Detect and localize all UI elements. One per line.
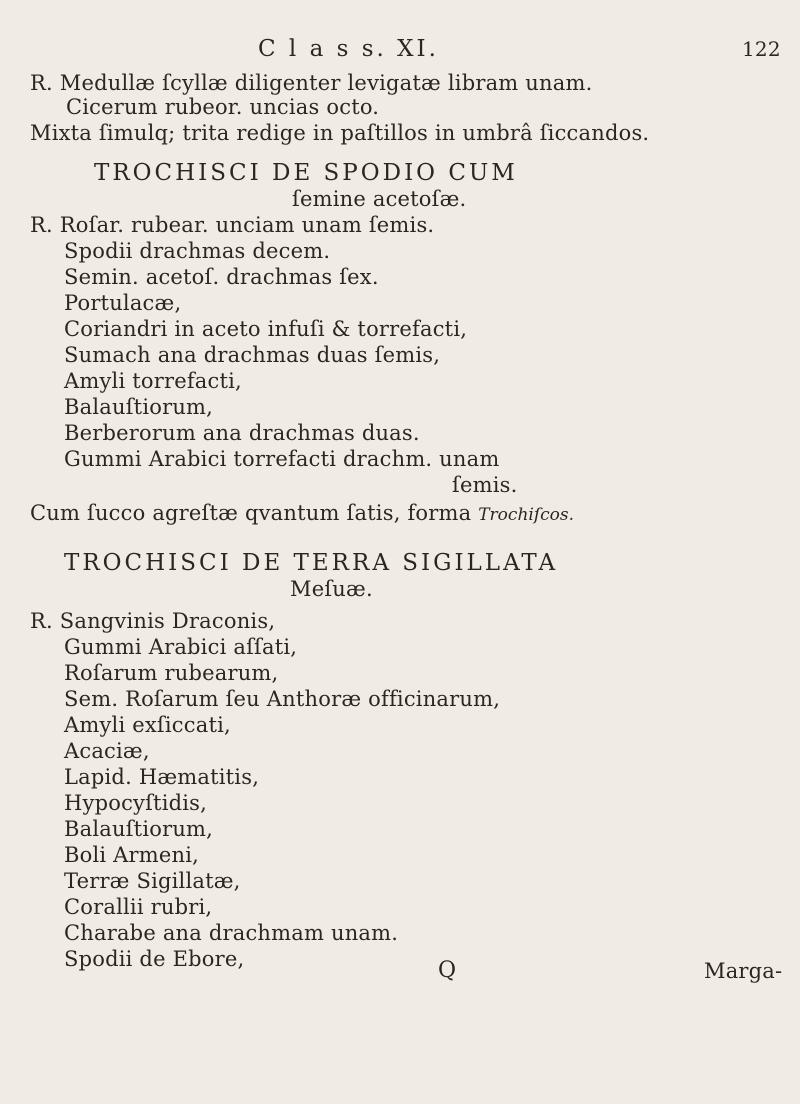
- recipe-line: Corallii rubri,: [64, 895, 213, 919]
- recipe-line: Sem. Roſarum ſeu Anthoræ officinarum,: [64, 687, 501, 711]
- recipe-line: ſemis.: [452, 473, 518, 497]
- catchword: Marga-: [704, 959, 783, 983]
- recipe-line: Sumach ana drachmas duas ſemis,: [64, 343, 441, 367]
- running-head-title: C l a s s. XI.: [258, 36, 439, 62]
- recipe-text: Cum ſucco agreſtæ qvantum ſatis, forma: [30, 501, 479, 525]
- recipe-line: Hypocyſtidis,: [64, 791, 208, 815]
- recipe-line: Lapid. Hæmatitis,: [64, 765, 260, 789]
- recipe-line: Charabe ana drachmam unam.: [64, 921, 399, 945]
- recipe-line: Acaciæ,: [64, 739, 150, 763]
- recipe-italic-term: Trochiſcos.: [478, 505, 575, 525]
- recipe-line: R. Sangvinis Draconis,: [30, 609, 276, 633]
- recipe-line: Terræ Sigillatæ,: [64, 869, 241, 893]
- section-heading: TROCHISCI DE SPODIO CUM: [94, 160, 518, 186]
- recipe-line: Amyli torrefacti,: [64, 369, 242, 393]
- section-subheading: Meſuæ.: [290, 577, 373, 601]
- recipe-line: [30, 500, 574, 528]
- recipe-line: Roſarum rubearum,: [64, 661, 279, 685]
- page-number: 122: [742, 37, 781, 61]
- section-subheading: ſemine acetoſæ.: [292, 187, 467, 211]
- recipe-line: Gummi Arabici torrefacti drachm. unam: [64, 447, 500, 471]
- recipe-line: Gummi Arabici aſſati,: [64, 635, 298, 659]
- signature-mark: Q: [438, 958, 457, 983]
- recipe-line: Coriandri in aceto infuſi & torrefacti,: [64, 317, 468, 341]
- recipe-line: Cicerum rubeor. uncias octo.: [66, 95, 380, 119]
- recipe-line: Spodii drachmas decem.: [64, 239, 331, 263]
- recipe-line: Berberorum ana drachmas duas.: [64, 421, 420, 445]
- recipe-line: Spodii de Ebore,: [64, 947, 245, 971]
- recipe-line: Portulacæ,: [64, 291, 182, 315]
- recipe-line: R. Medullæ ſcyllæ diligenter levigatæ libram unam.: [30, 71, 593, 95]
- recipe-line: Semin. acetoſ. drachmas ſex.: [64, 265, 379, 289]
- recipe-line: R. Roſar. rubear. unciam unam ſemis.: [30, 213, 435, 237]
- recipe-line: Balauſtiorum,: [64, 395, 214, 419]
- recipe-line: Mixta ſimulq; trita redige in paſtillos in umbrâ ſiccandos.: [30, 121, 650, 145]
- recipe-line: Balauſtiorum,: [64, 817, 214, 841]
- recipe-line: Boli Armeni,: [64, 843, 200, 867]
- recipe-line: Amyli exſiccati,: [64, 713, 231, 737]
- section-heading: TROCHISCI DE TERRA SIGILLATA: [64, 550, 559, 576]
